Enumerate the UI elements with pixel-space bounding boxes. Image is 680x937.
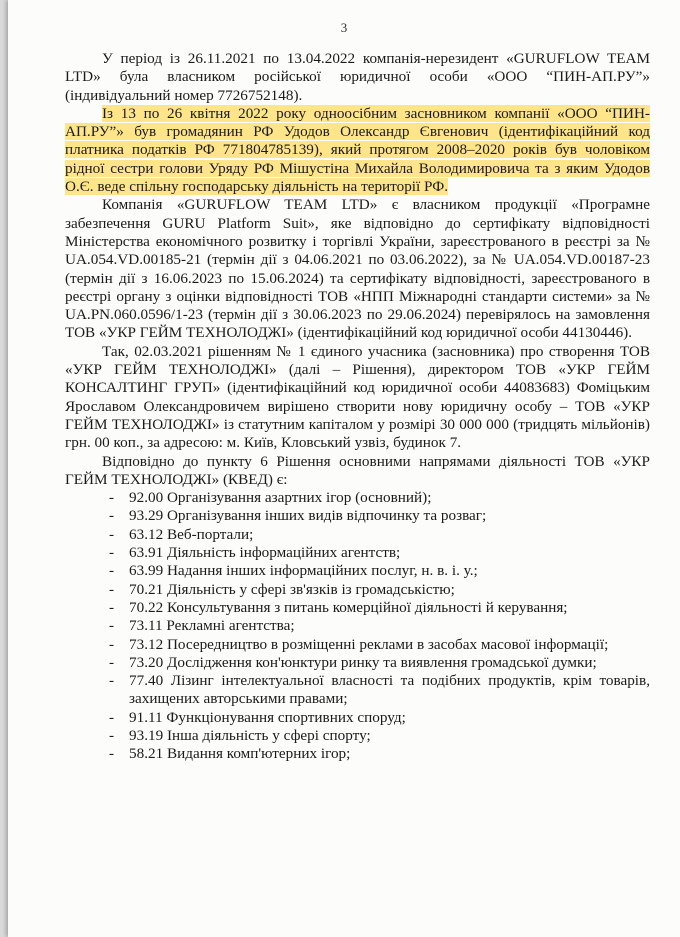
paragraph-ownership: У період із 26.11.2021 по 13.04.2022 компанія-нерезидент «GURUFLOW TEAM LTD» була власником російської юридичної особи «ООО “ПИН-АП.РУ”» (індивідуальний номер 7726752148). bbox=[65, 50, 650, 104]
list-marker: - bbox=[109, 580, 115, 598]
list-marker: - bbox=[109, 544, 115, 562]
list-item: - 63.99 Надання інших інформаційних послуг, н. в. і. у.; bbox=[109, 562, 478, 580]
list-item: - 73.12 Посередництво в розміщенні реклами в засобах масової інформації; bbox=[109, 635, 609, 653]
list-marker: - bbox=[109, 525, 115, 543]
list-item: - 93.19 Інша діяльність у сфері спорту; bbox=[109, 726, 371, 744]
list-item: - 77.40 Лізинг інтелектуальної власності та подібних продуктів, крім товарів, захищених авторськими правами; bbox=[109, 672, 650, 708]
list-item: - 70.22 Консультування з питань комерційної діяльності й керування; bbox=[109, 598, 568, 616]
list-marker: - bbox=[109, 708, 115, 726]
document-page bbox=[8, 0, 680, 937]
list-marker: - bbox=[109, 562, 115, 580]
page-number: 3 bbox=[340, 20, 348, 35]
list-item: - 63.91 Діяльність інформаційних агентств; bbox=[109, 544, 401, 562]
list-marker: - bbox=[109, 726, 115, 744]
kved-list bbox=[65, 489, 650, 763]
list-marker: - bbox=[109, 489, 115, 507]
list-item: - 73.11 Рекламні агентства; bbox=[109, 617, 295, 635]
list-item: - 91.11 Функціонування спортивних споруд; bbox=[109, 708, 406, 726]
list-marker: - bbox=[109, 653, 115, 671]
paragraph-certificates: Компанія «GURUFLOW TEAM LTD» є власником продукції «Програмне забезпечення GURU Platform Suit», яке відповідно до сертифікату відповідності Міністерства економічного розвитку і торгівлі України, зареєстрованого в реєстрі за № UA.054.VD.00185-21 (термін дії з 04.06.2021 по 03.06.2022), за № UA.054.VD.00187-23 (термін дії з 16.06.2023 по 15.06.2024) та сертифікату відповідності, зареєстрованого в реєстрі органу з оцінки відповідності ТОВ «НПП Міжнародні стандарти системи» за № UA.PN.060.0596/1-23 (термін дії з 30.06.2023 по 29.06.2024) перевірялось на замовлення ТОВ «УКР ГЕЙМ ТЕХНОЛОДЖІ» (ідентифікаційний код юридичної особи 44130446). bbox=[65, 196, 650, 342]
paragraph-activities-intro: Відповідно до пункту 6 Рішення основними напрямами діяльності ТОВ «УКР ГЕЙМ ТЕХНОЛОДЖІ» (КВЕД) є: bbox=[65, 452, 650, 488]
list-marker: - bbox=[109, 635, 115, 653]
list-marker: - bbox=[109, 598, 115, 616]
document-body bbox=[65, 50, 650, 764]
list-marker: - bbox=[109, 617, 115, 635]
list-item: - 93.29 Організування інших видів відпочинку та розваг; bbox=[109, 507, 487, 525]
list-item: - 70.21 Діяльність у сфері зв'язків із громадськістю; bbox=[109, 580, 455, 598]
list-item: - 63.12 Веб-портали; bbox=[109, 525, 254, 543]
list-item: - 92.00 Організування азартних ігор (основний); bbox=[109, 489, 432, 507]
list-marker: - bbox=[109, 745, 115, 763]
highlighted-text: Із 13 по 26 квітня 2022 року одноосібним засновником компанії «ООО “ПИН-АП.РУ”» був громадянин РФ Удодов Олександр Євгенович (ідентифікаційний код платника податків РФ 771804785139), який протягом 2008–2020 років був чоловіком рідної сестри голови Уряду РФ Мішустіна Михайла Володимировича та з яким Удодов О.Є. веде спільну господарську діяльність на території РФ. bbox=[65, 104, 650, 196]
list-marker: - bbox=[109, 507, 115, 525]
list-item: - 58.21 Видання комп'ютерних ігор; bbox=[109, 745, 351, 763]
list-marker: - bbox=[109, 672, 115, 690]
paragraph-founder bbox=[65, 105, 650, 196]
paragraph-decision: Так, 02.03.2021 рішенням № 1 єдиного учасника (засновника) про створення ТОВ «УКР ГЕЙМ ТЕХНОЛОДЖІ» (далі – Рішення), директором ТОВ «УКР ГЕЙМ КОНСАЛТИНГ ГРУП» (ідентифікаційний код юридичної особи 44083683) Фоміцьким Ярославом Олександровичем вирішено створити нову юридичну особу – ТОВ «УКР ГЕЙМ ТЕХНОЛОДЖІ» із статутним капіталом у розмірі 30 000 000 (тридцять мільйонів) грн. 00 коп., за адресою: м. Київ, Кловський узвіз, будинок 7. bbox=[65, 342, 650, 452]
list-item: - 73.20 Дослідження кон'юнктури ринку та виявлення громадської думки; bbox=[109, 653, 597, 671]
